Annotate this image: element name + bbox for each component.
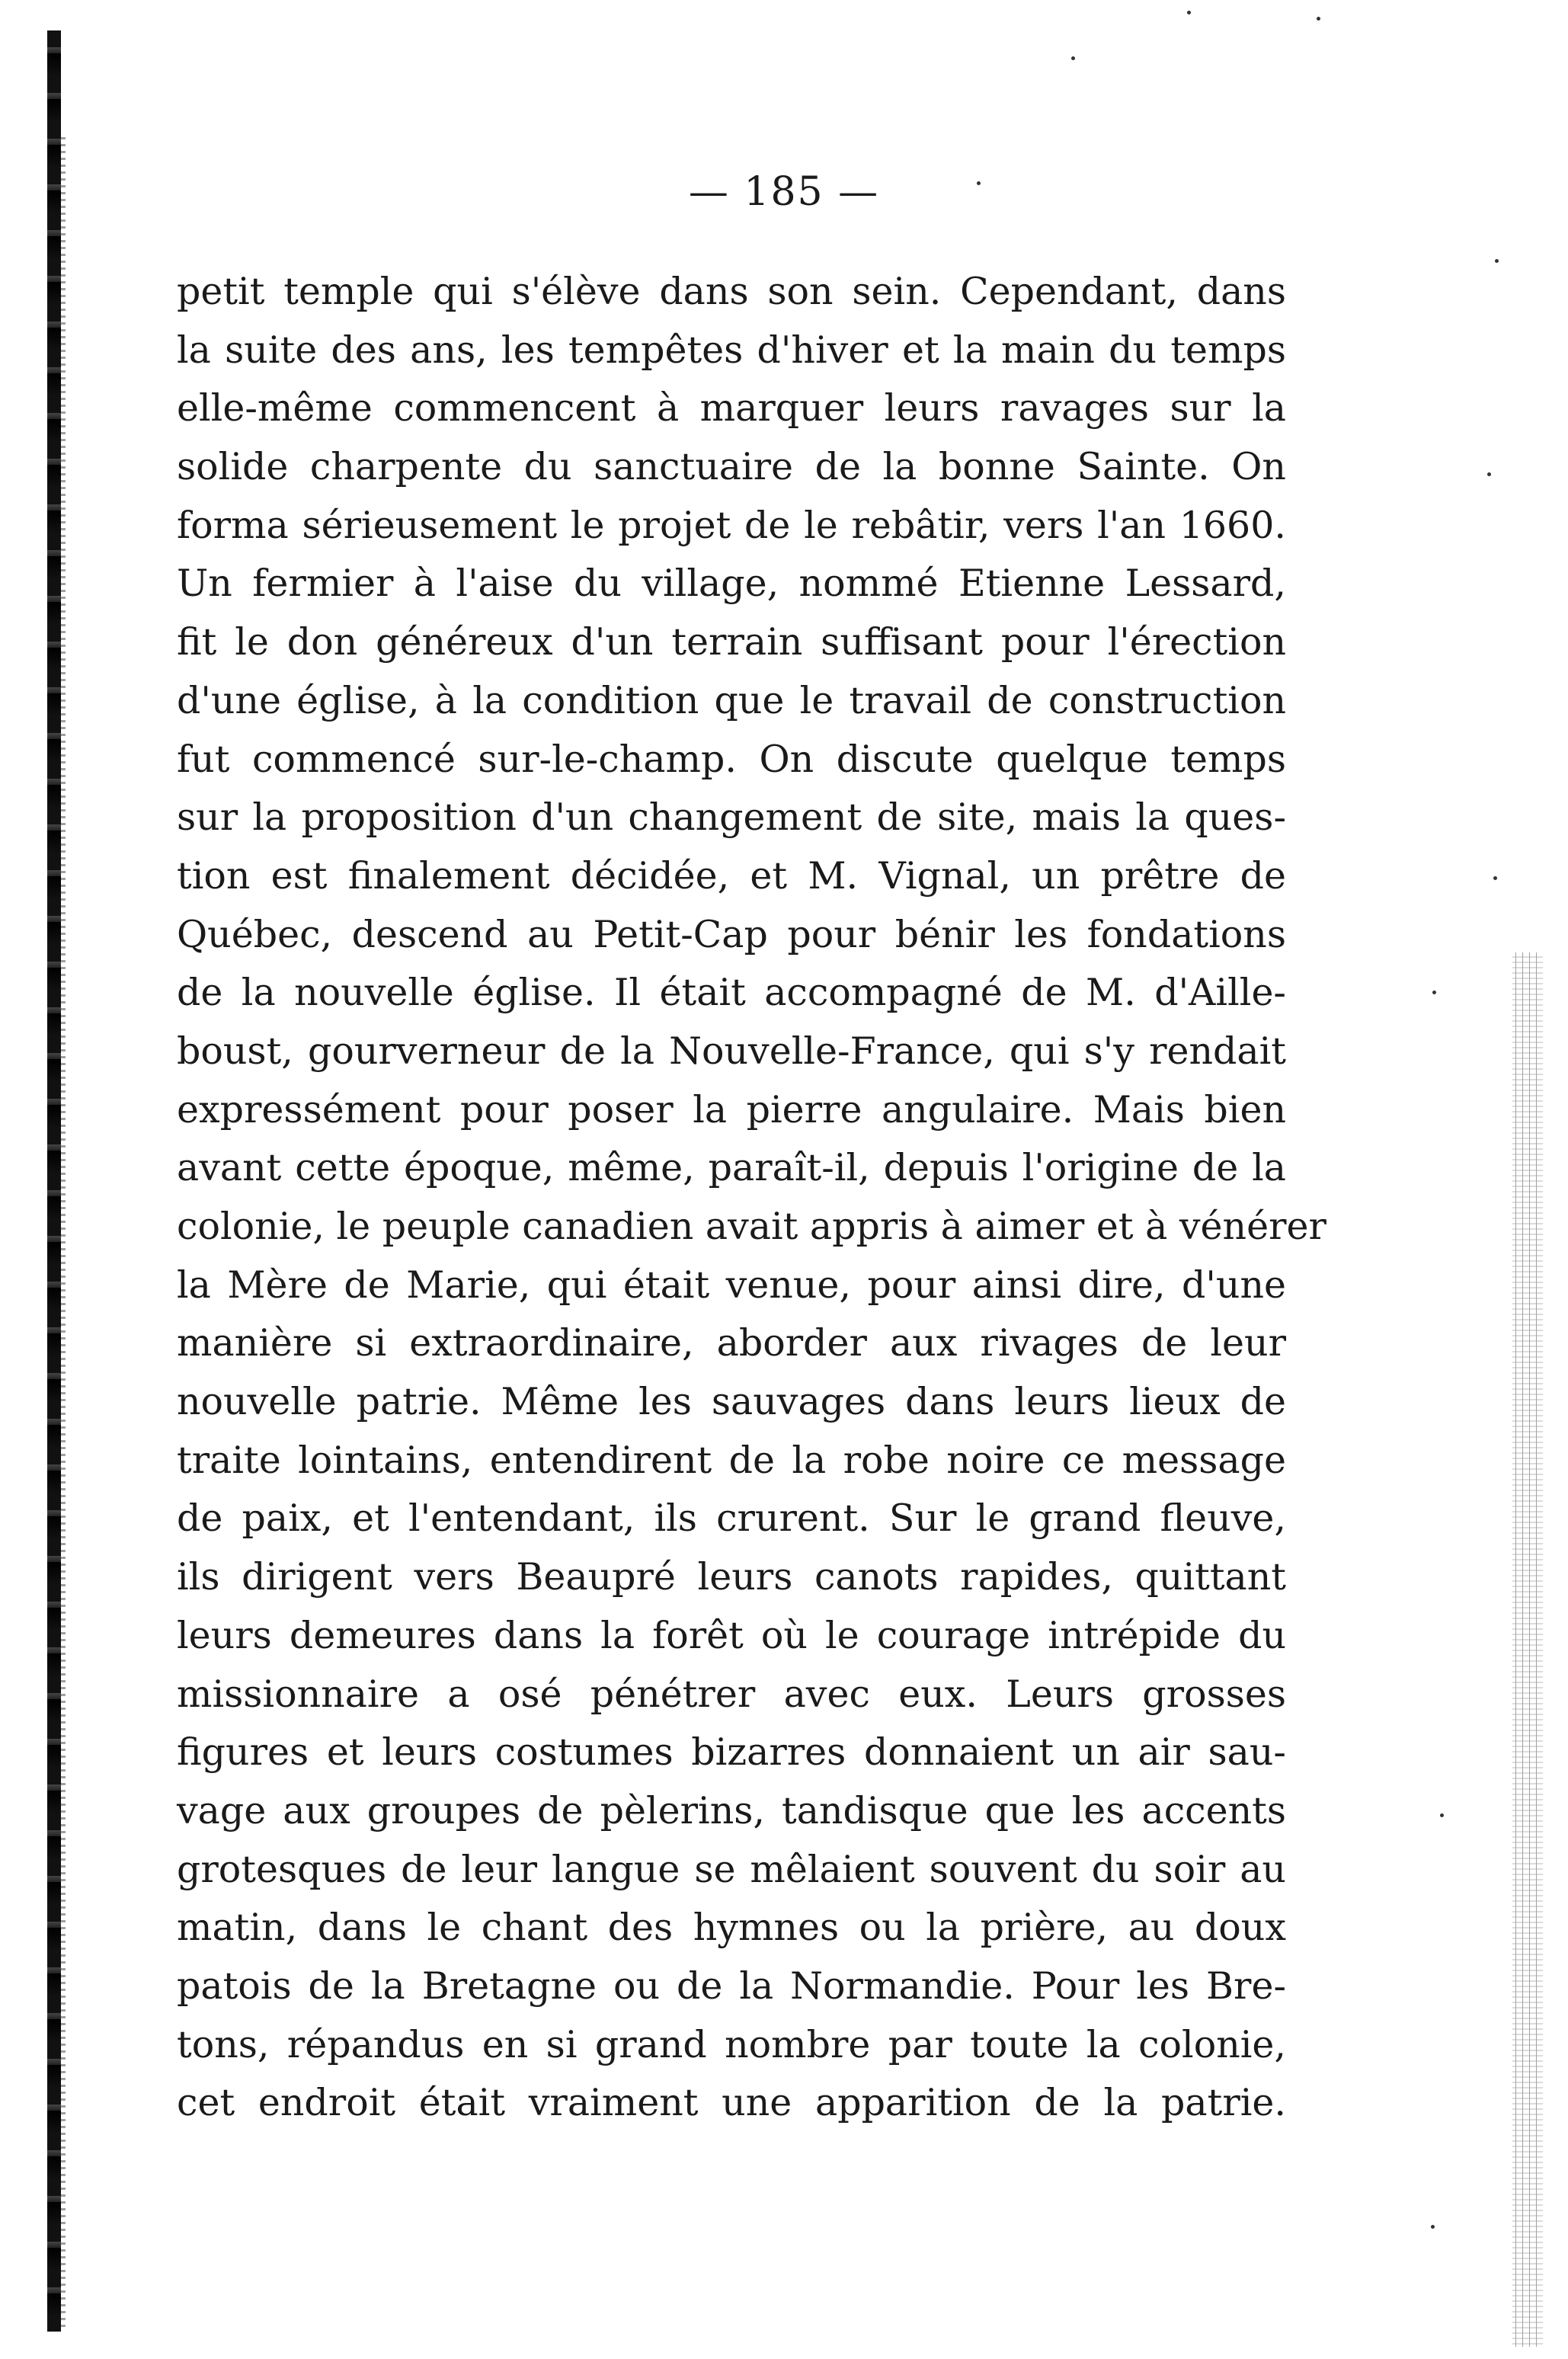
scan-speck xyxy=(1440,1813,1444,1817)
text-line: solide charpente du sanctuaire de la bonne Sainte. On xyxy=(177,445,1286,489)
text-line: missionnaire a osé pénétrer avec eux. Leurs grosses xyxy=(177,1672,1286,1716)
page-edge-texture xyxy=(1512,952,1543,2347)
page-gutter-texture xyxy=(61,137,66,2332)
text-line: fit le don généreux d'un terrain suffisant pour l'érection xyxy=(177,620,1286,664)
text-line: expressément pour poser la pierre angulaire. Mais bien xyxy=(177,1087,1286,1131)
text-line: la suite des ans, les tempêtes d'hiver et la main du temps xyxy=(177,328,1286,372)
text-line: de la nouvelle église. Il était accompagné de M. d'Aille- xyxy=(177,971,1286,1015)
scan-speck xyxy=(1187,11,1191,14)
text-line: manière si extraordinaire, aborder aux rivages de leur xyxy=(177,1321,1286,1365)
text-line: patois de la Bretagne ou de la Normandie. Pour les Bre- xyxy=(177,1964,1286,2008)
scan-speck xyxy=(1495,259,1499,263)
text-line: colonie, le peuple canadien avait appris à aimer et à vénérer xyxy=(177,1205,1326,1248)
text-line: fut commencé sur-le-champ. On discute quelque temps xyxy=(177,737,1286,781)
scan-speck xyxy=(1493,876,1497,880)
scan-speck xyxy=(1487,472,1491,476)
text-line: tion est finalement décidée, et M. Vignal, un prêtre de xyxy=(177,853,1286,898)
scan-speck xyxy=(1432,991,1436,994)
text-line: la Mère de Marie, qui était venue, pour ainsi dire, d'une xyxy=(177,1263,1286,1307)
page-number: — 185 — xyxy=(688,169,880,215)
text-line: petit temple qui s'élève dans son sein. Cependant, dans xyxy=(177,270,1286,313)
scan-speck xyxy=(1431,2225,1435,2229)
text-line: vage aux groupes de pèlerins, tandisque que les accents xyxy=(177,1788,1286,1832)
text-line: traite lointains, entendirent de la robe noire ce message xyxy=(177,1438,1286,1482)
text-line: sur la proposition d'un changement de site, mais la ques- xyxy=(177,795,1286,840)
text-line: matin, dans le chant des hymnes ou la prière, au doux xyxy=(177,1906,1286,1950)
text-line: grotesques de leur langue se mêlaient souvent du soir au xyxy=(177,1847,1286,1891)
text-line: Un fermier à l'aise du village, nommé Etienne Lessard, xyxy=(177,562,1286,606)
text-line: leurs demeures dans la forêt où le courage intrépide du xyxy=(177,1613,1286,1657)
text-line: elle-même commencent à marquer leurs ravages sur la xyxy=(177,386,1286,431)
text-line: boust, gourverneur de la Nouvelle-France, qui s'y rendait xyxy=(177,1029,1286,1073)
text-line: avant cette époque, même, paraît-il, depuis l'origine de la xyxy=(177,1146,1286,1190)
text-line: nouvelle patrie. Même les sauvages dans leurs lieux de xyxy=(177,1380,1286,1424)
text-line: figures et leurs costumes bizarres donnaient un air sau- xyxy=(177,1730,1286,1775)
text-line: tons, répandus en si grand nombre par toute la colonie, xyxy=(177,2022,1286,2066)
text-line: ils dirigent vers Beaupré leurs canots rapides, quittant xyxy=(177,1555,1286,1599)
text-line: Québec, descend au Petit-Cap pour bénir les fondations xyxy=(177,912,1286,956)
book-spine-shadow xyxy=(47,30,61,2332)
scan-speck xyxy=(1317,17,1320,21)
scan-speck xyxy=(1071,56,1075,60)
text-line: forma sérieusement le projet de le rebâtir, vers l'an 1660. xyxy=(177,503,1286,547)
text-line: d'une église, à la condition que le travail de construction xyxy=(177,678,1286,722)
text-line: de paix, et l'entendant, ils crurent. Sur le grand fleuve, xyxy=(177,1496,1286,1541)
body-text xyxy=(177,263,1326,2133)
text-line: cet endroit était vraiment une apparition de la patrie. xyxy=(177,2081,1286,2125)
